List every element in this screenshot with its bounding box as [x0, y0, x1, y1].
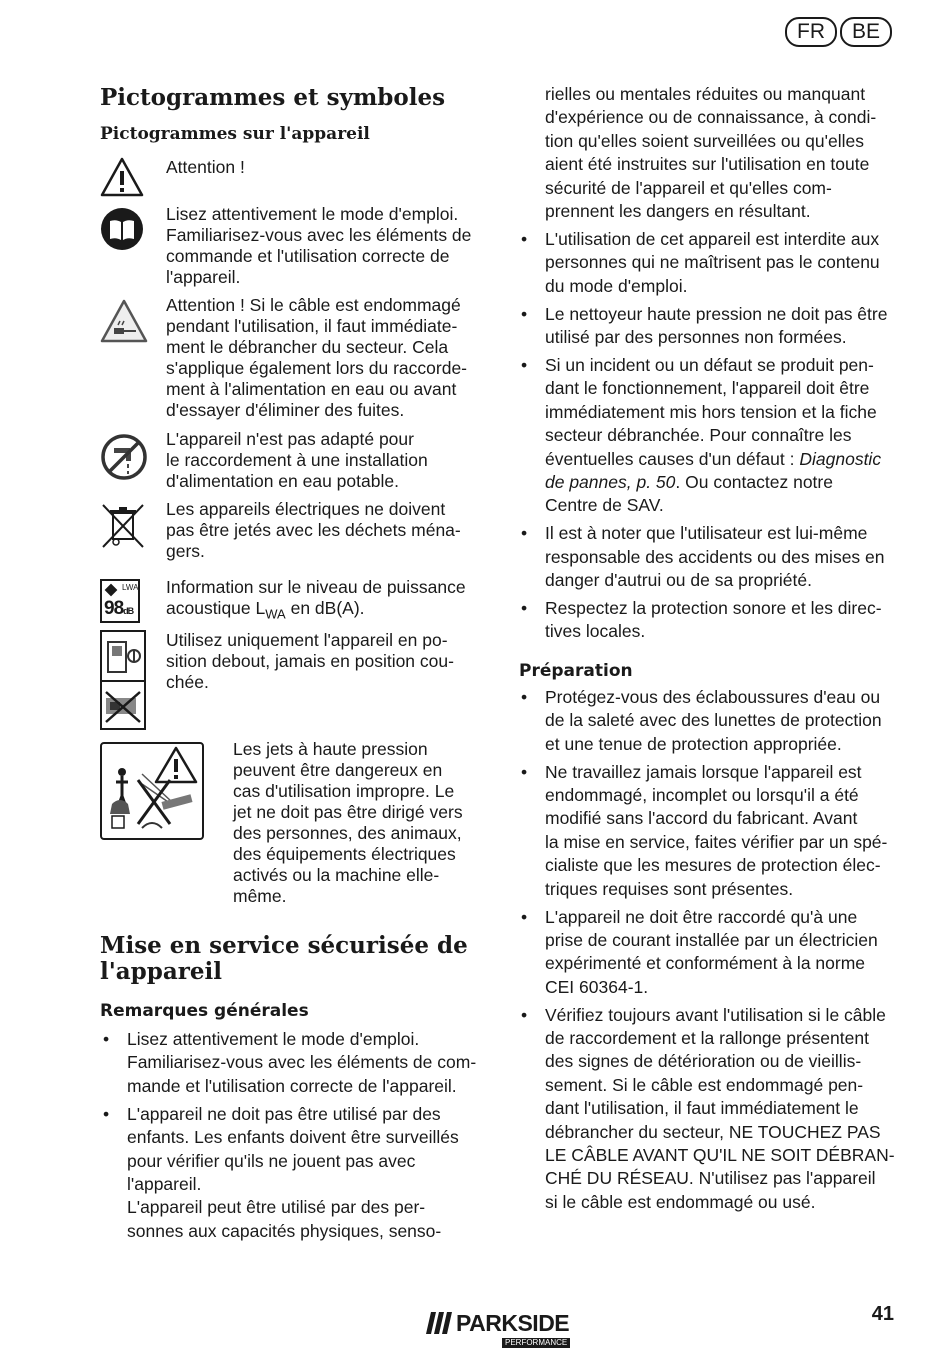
list-item: • Protégez-vous des éclaboussures d'eau ou de la saleté avec des lunettes de protection et une tenue de protection appropriée. — [519, 686, 909, 756]
no-tap-water-icon — [100, 433, 148, 481]
list-item: • Si un incident ou un défaut se produit pen- dant le fonctionnement, l'appareil doit être immédiatement mis hors tension et la fiche secteur débranchée. Pour connaître les éventuelles causes d'un défaut : Diagnostic de pannes, p. 50. Ou contactez notre Centre de SAV. — [519, 354, 909, 518]
manual-book-icon — [100, 207, 144, 251]
picto-text-read-manual: Lisez attentivement le mode d'emploi. Familiarisez-vous avec les éléments de commande et l'utilisation correcte de l'appareil. — [166, 204, 472, 287]
parkside-logo — [426, 1309, 588, 1351]
picto-text-high-pressure: Les jets à haute pression peuvent être dangereux en cas d'utilisation impropre. Le jet ne doit pas être dirigé vers des personnes, des animaux, des équipements électriques activés ou la machine elle- même. — [233, 739, 463, 906]
lang-badge-fr: FR — [785, 17, 837, 47]
section-subtitle-device-pictograms: Pictogrammes sur l'appareil — [100, 124, 370, 144]
list-item: • Lisez attentivement le mode d'emploi. Familiarisez-vous avec les éléments de com- mande et l'utilisation correcte de l'appareil. — [101, 1028, 501, 1098]
picto-text-cable-damage: Attention ! Si le câble est endommagé pendant l'utilisation, il faut immédiate- ment le débrancher du secteur. Cela s'applique également lors du raccorde- ment à l'alimentation en eau ou avant d'essayer d'éliminer des fuites. — [166, 295, 468, 420]
section-title-safe-commissioning: Mise en service sécurisée de l'appareil — [100, 932, 468, 985]
list-item: • L'appareil ne doit être raccordé qu'à une prise de courant installée par un électricien expérimenté et conformément à la norme CEI 60364-1. — [519, 906, 909, 1000]
section-subtitle-preparation: Préparation — [519, 660, 633, 681]
cross-reference: Diagnostic de pannes, p. 50 — [545, 448, 882, 492]
logo-stripes-icon — [426, 1312, 452, 1334]
logo-brand: PARKSIDE — [456, 1310, 570, 1336]
cable-plug-warning-icon — [100, 298, 148, 344]
list-item: • L'appareil ne doit pas être utilisé par des enfants. Les enfants doivent être surveillés pour vérifier qu'ils ne jouent pas avec l'appareil. L'appareil peut être utilisé par des per- sonnes aux capacités physiques, senso- — [101, 1103, 501, 1243]
upright-position-icon — [100, 630, 146, 730]
picto-text-attention: Attention ! — [166, 157, 245, 177]
lang-badge-be: BE — [840, 17, 892, 47]
sound-badge-label: LWA — [122, 583, 139, 592]
list-item: • Il est à noter que l'utilisateur est lui-même responsable des accidents ou des mises en danger d'autrui ou de sa propriété. — [519, 522, 909, 592]
sound-power-icon — [100, 579, 140, 623]
high-pressure-jet-warning-icon — [100, 742, 204, 840]
list-item: • L'utilisation de cet appareil est interdite aux personnes qui ne maîtrisent pas le contenu du mode d'emploi. — [519, 228, 909, 298]
list-item: • Le nettoyeur haute pression ne doit pas être utilisé par des personnes non formées. — [519, 303, 909, 350]
section-subtitle-general-remarks: Remarques générales — [100, 1001, 309, 1021]
warning-triangle-icon — [100, 156, 144, 198]
picto-text-sound-power: Information sur le niveau de puissance acoustique $L_{WA}$ en dB(A). — [166, 577, 466, 622]
right-column — [519, 83, 909, 1219]
section-title-pictograms: Pictogrammes et symboles — [100, 84, 446, 111]
list-item: • Vérifiez toujours avant l'utilisation si le câble de raccordement et la rallonge présentent des signes de détérioration ou de vieillis- sement. Si le câble est endommagé pen- dant l'utilisation, il faut immédiatement le débrancher du secteur, NE TOUCHEZ PAS LE CÂBLE AVANT QU'IL NE SOIT DÉBRAN- CHÉ DU RÉSEAU. N'utilisez pas l'appareil si le câble est endommagé ou usé. — [519, 1004, 909, 1215]
picto-text-waste: Les appareils électriques ne doivent pas être jetés avec les déchets ména- gers. — [166, 499, 461, 561]
picto-text-drinking-water: L'appareil n'est pas adapté pour le raccordement à une installation d'alimentation en eau potable. — [166, 429, 428, 491]
list-item: • Ne travaillez jamais lorsque l'appareil est endommagé, incomplet ou lorsqu'il a été modifié sans l'accord du fabricant. Avant la mise en service, faites vérifier par un spé- cialiste que les mesures de protection élec- triques requises sont présentes. — [519, 761, 909, 901]
page-number: 41 — [871, 1303, 894, 1325]
list-item: • Respectez la protection sonore et les direc- tives locales. — [519, 597, 909, 644]
continuation-text: rielles ou mentales réduites ou manquant d'expérience ou de connaissance, à condi- tion qu'elles soient surveillées ou qu'elles aient été instruites sur l'utilisation en toute sécurité de l'appareil et qu'elles com- prennent les dangers en résultant. — [545, 84, 877, 222]
logo-sub: PERFORMANCE — [502, 1338, 570, 1348]
left-bullet-list — [101, 1028, 501, 1248]
sound-badge-value: 98dB — [104, 598, 134, 619]
crossed-bin-icon — [100, 503, 146, 551]
picto-text-upright: Utilisez uniquement l'appareil en po- sition debout, jamais en position cou- chée. — [166, 630, 454, 692]
